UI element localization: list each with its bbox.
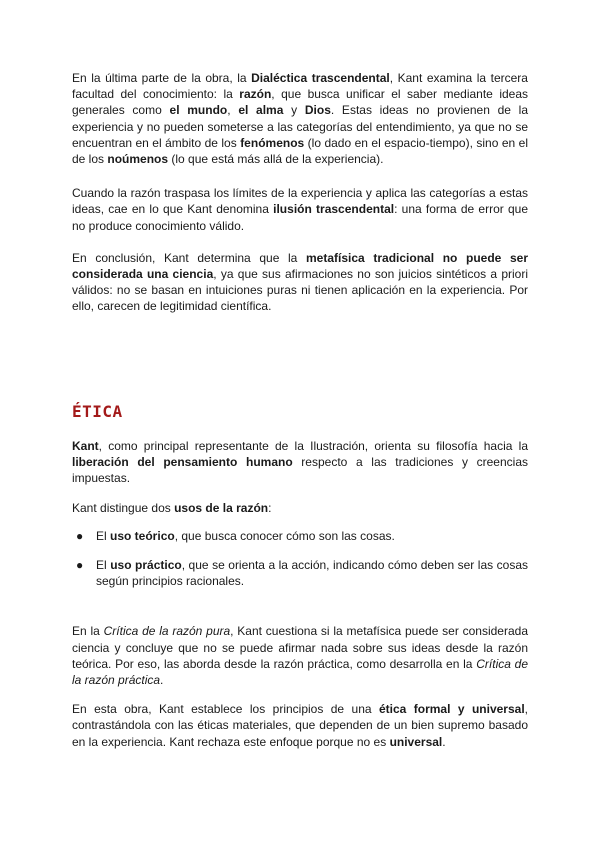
list-item [72, 528, 528, 544]
section-kant-dialectic [72, 70, 528, 315]
bold-text: liberación del pensamiento humano [72, 455, 293, 470]
list-item [72, 557, 528, 589]
bullet-icon: ● [76, 558, 84, 573]
paragraph-conclusion [72, 250, 528, 315]
section-etica-body [72, 438, 528, 750]
italic-text: Crítica de la razón pura [103, 624, 231, 639]
paragraph-etica-formal [72, 701, 528, 750]
bold-text: el mundo [169, 103, 228, 118]
bold-text: metafísica tradicional no puede ser considerada una ciencia [72, 250, 529, 282]
list-item-text [96, 558, 528, 588]
text-run: : una forma de error que no produce conocimiento válido. [72, 202, 529, 233]
bold-text: ilusión trascendental [273, 202, 395, 217]
text-run: y [283, 103, 305, 118]
bold-text: razón [239, 87, 272, 102]
text-run: Kant distingue dos [72, 500, 175, 515]
text-run: En esta obra, Kant establece los principios de una [72, 702, 379, 717]
bold-text: uso teórico [110, 528, 175, 543]
text-run: , ya que sus afirmaciones no son juicios sintéticos a priori válidos: no se basan en intuiciones puras ni tienen aplicación en la experiencia. Por ello, carecen de legitimidad científica. [72, 267, 528, 314]
text-run: respecto a las tradiciones y creencias impuestas. [72, 455, 528, 486]
text-run: , que busca unificar el saber mediante ideas generales como [72, 87, 529, 118]
text-run: En la última parte de la obra, la [72, 71, 252, 85]
text-run: En conclusión, Kant determina que la [72, 250, 307, 265]
text-run: , Kant examina la tercera facultad del conocimiento: la [72, 71, 528, 102]
text-run: , que se orienta a la acción, indicando cómo deben ser las cosas según principios racionales. [96, 558, 528, 589]
text-run: . [442, 734, 446, 749]
bold-text: ética formal y universal [378, 702, 525, 717]
bold-text: el alma [238, 103, 284, 118]
text-run: , como principal representante de la Ilustración, orienta su filosofía hacia la [98, 439, 528, 453]
bold-text: universal [389, 734, 443, 749]
text-run: , contrastándola con las éticas materiales, que dependen de un bien supremo basado en la experiencia. Kant rechaza este enfoque porque no es [72, 702, 528, 749]
text-run: . Estas ideas no provienen de la experiencia y no pueden someterse a las categorías del entendimiento, ya que no se encuentran en el ámbito de los [72, 103, 529, 150]
bullet-list-usos [72, 528, 528, 590]
text-run: : [268, 500, 272, 515]
italic-text: Crítica de la razón práctica [72, 656, 528, 688]
paragraph-critica [72, 623, 528, 688]
bold-text: Dialéctica trascendental [251, 71, 390, 85]
text-run: Cuando la razón traspasa los límites de la experiencia y aplica las categorías a estas ideas, cae en lo que Kant denomina [72, 186, 528, 217]
list-item-text [96, 529, 395, 543]
bold-text: Kant [72, 439, 99, 453]
section-heading-etica: ÉTICA [72, 402, 123, 421]
text-run: En la [72, 624, 104, 639]
text-run: . [160, 673, 164, 688]
text-run: , Kant cuestiona si la metafísica puede ser considerada ciencia y concluye que no se puede afirmar nada sobre sus ideas desde la razón teórica. Por eso, las aborda desde la razón práctica, como desarrolla en la [72, 624, 529, 671]
text-run: El [96, 528, 111, 543]
paragraph-dialectica [72, 70, 528, 167]
text-run: (lo que está más allá de la experiencia). [168, 152, 384, 167]
bold-text: fenómenos [240, 135, 305, 150]
bold-text: uso práctico [110, 558, 182, 573]
bold-text: noúmenos [107, 152, 169, 167]
bullet-icon: ● [76, 528, 84, 543]
text-run: , que busca conocer cómo son las cosas. [174, 528, 395, 543]
bold-text: Dios [304, 103, 331, 118]
text-run: , [227, 103, 239, 118]
paragraph-ilustracion [72, 438, 528, 487]
text-run: El [96, 558, 111, 573]
paragraph-usos-razon [72, 500, 528, 516]
text-run: (lo dado en el espacio-tiempo), sino en el de los [72, 135, 528, 167]
paragraph-ilusion [72, 185, 528, 234]
bold-text: usos de la razón [174, 500, 269, 515]
